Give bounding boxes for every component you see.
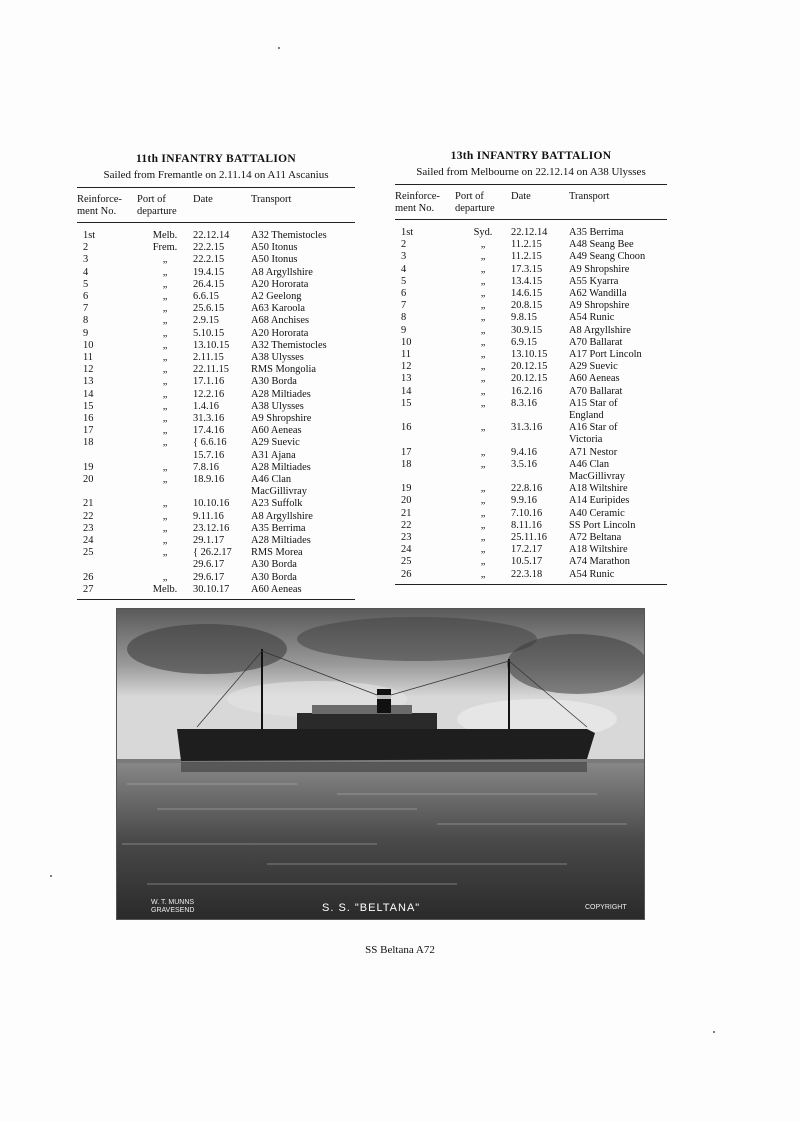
transport-cell: A50 Itonus <box>251 254 298 266</box>
port-of-departure-cell: „ <box>480 385 486 397</box>
table-row <box>77 352 355 364</box>
divider <box>395 584 667 585</box>
port-of-departure-cell: „ <box>480 397 486 409</box>
left-table-header <box>77 188 355 222</box>
reinforcement-number-cell: 15 <box>83 400 94 412</box>
table-row <box>77 511 355 523</box>
reinforcement-number-cell: 26 <box>401 568 412 580</box>
transport-cell: A9 Shropshire <box>569 300 630 312</box>
table-row <box>395 520 667 532</box>
date-cell: 20.12.15 <box>511 361 548 373</box>
port-of-departure-cell: „ <box>480 300 486 312</box>
transport-cell: A35 Berrima <box>569 227 624 238</box>
port-of-departure-cell: „ <box>480 361 486 373</box>
port-of-departure-cell: „ <box>480 544 486 556</box>
port-of-departure-cell: Melb. <box>152 583 178 595</box>
table-row <box>77 254 355 266</box>
transport-cell: A46 Clan MacGillivray <box>251 474 307 498</box>
date-cell: 22.12.14 <box>193 230 230 241</box>
port-of-departure-cell: „ <box>162 315 168 327</box>
reinforcement-number-cell: 2 <box>401 239 407 251</box>
table-row <box>395 361 667 373</box>
reinforcement-number-cell: 18 <box>83 437 94 449</box>
date-cell: 1.4.16 <box>193 400 219 412</box>
table-row <box>395 349 667 361</box>
reinforcement-number-cell: 8 <box>401 312 407 324</box>
date-cell: 26.4.15 <box>193 278 225 290</box>
transport-cell: A55 Kyarra <box>569 275 619 287</box>
photographer-credit: W. T. MUNNS GRAVESEND <box>151 899 195 914</box>
port-of-departure-cell: „ <box>162 522 168 534</box>
table-row <box>77 303 355 315</box>
ship-photograph <box>116 608 645 920</box>
table-row <box>77 523 355 535</box>
reinforcement-number-cell: 16 <box>83 413 94 425</box>
port-of-departure-cell: „ <box>162 571 168 583</box>
table-row <box>77 364 355 376</box>
port-of-departure-cell: „ <box>162 437 168 449</box>
transport-cell: A8 Argyllshire <box>569 324 631 336</box>
transport-cell: A20 Hororata <box>251 327 309 339</box>
transport-cell: A29 Suevic <box>569 361 618 373</box>
ship-image <box>117 609 644 919</box>
transport-cell: A38 Ulysses <box>251 400 304 412</box>
date-cell: 17.1.16 <box>193 376 225 388</box>
table-row <box>77 267 355 279</box>
port-of-departure-cell: Melb. <box>152 230 178 241</box>
table-row <box>77 291 355 303</box>
reinforcement-number-cell: 21 <box>83 498 94 510</box>
reinforcement-number-cell: 9 <box>401 324 407 336</box>
divider <box>77 599 355 600</box>
port-of-departure-cell: „ <box>480 532 486 544</box>
port-of-departure-cell: „ <box>162 547 168 559</box>
reinforcement-number-cell: 18 <box>401 458 412 470</box>
date-cell: 22.11.15 <box>193 364 229 376</box>
date-cell: 7.8.16 <box>193 461 219 473</box>
date-cell: 2.9.15 <box>193 315 219 327</box>
reinforcement-number-cell: 9 <box>83 327 89 339</box>
transport-cell: RMS Morea A30 Borda <box>251 547 303 571</box>
transport-cell: A30 Borda <box>251 571 297 583</box>
transport-cell: A14 Euripides <box>569 495 630 507</box>
table-row <box>395 532 667 544</box>
header-date: Date <box>511 191 531 202</box>
date-cell: 17.3.15 <box>511 263 543 275</box>
port-of-departure-cell: „ <box>480 336 486 348</box>
port-of-departure-cell: „ <box>480 458 486 470</box>
table-row <box>395 495 667 507</box>
date-cell: 30.9.15 <box>511 324 543 336</box>
transport-cell: A16 Star of Victoria <box>569 422 618 446</box>
reinforcement-number-cell: 21 <box>401 507 412 519</box>
header-port: Port of departure <box>137 194 177 217</box>
port-of-departure-cell: „ <box>162 388 168 400</box>
table-row <box>395 386 667 398</box>
table-row <box>395 239 667 251</box>
table-row <box>395 251 667 263</box>
table-row <box>395 300 667 312</box>
port-of-departure-cell: „ <box>162 413 168 425</box>
transport-cell: A68 Anchises <box>251 315 310 327</box>
date-cell: 9.8.15 <box>511 312 537 324</box>
reinforcement-number-cell: 11 <box>401 349 412 361</box>
reinforcement-number-cell: 16 <box>401 422 412 434</box>
reinforcement-number-cell: 22 <box>83 510 94 522</box>
port-of-departure-cell: „ <box>480 483 486 495</box>
date-cell: 20.12.15 <box>511 373 548 385</box>
table-row <box>77 340 355 352</box>
table-row <box>395 337 667 349</box>
table-row <box>77 584 355 596</box>
date-cell: 13.4.15 <box>511 275 543 287</box>
date-cell: 29.6.17 <box>193 571 225 583</box>
reinforcement-number-cell: 1st <box>401 227 414 238</box>
date-cell: 18.9.16 <box>193 474 225 486</box>
table-row <box>77 279 355 291</box>
transport-cell: A29 Suevic A31 Ajana <box>251 437 300 461</box>
reinforcement-number-cell: 3 <box>83 254 89 266</box>
table-row <box>77 315 355 327</box>
transport-cell: RMS Mongolia <box>251 364 316 376</box>
port-of-departure-cell: „ <box>480 519 486 531</box>
transport-cell: A32 Themistocles <box>251 339 327 351</box>
transport-cell: A28 Miltiades <box>251 461 311 473</box>
port-of-departure-cell: „ <box>480 446 486 458</box>
reinforcement-number-cell: 15 <box>401 397 412 409</box>
date-cell: 5.10.15 <box>193 327 225 339</box>
table-row <box>77 498 355 510</box>
date-cell: 29.1.17 <box>193 535 225 547</box>
date-cell: 11.2.15 <box>511 239 542 251</box>
transport-cell: A32 Themistocles <box>251 230 327 241</box>
reinforcement-number-cell: 20 <box>401 495 412 507</box>
date-cell: 8.11.16 <box>511 519 542 531</box>
transport-cell: A2 Geelong <box>251 291 302 303</box>
port-of-departure-cell: „ <box>480 288 486 300</box>
reinforcement-number-cell: 11 <box>83 352 94 364</box>
reinforcement-number-cell: 22 <box>401 519 412 531</box>
date-cell: 19.4.15 <box>193 266 225 278</box>
reinforcement-number-cell: 13 <box>401 373 412 385</box>
port-of-departure-cell: „ <box>480 263 486 275</box>
transport-cell: A54 Runic <box>569 568 615 580</box>
transport-cell: A60 Aeneas <box>251 425 302 437</box>
header-transport: Transport <box>251 194 292 205</box>
reinforcement-number-cell: 24 <box>401 544 412 556</box>
reinforcement-number-cell: 26 <box>83 571 94 583</box>
date-cell: 17.2.17 <box>511 544 543 556</box>
date-cell: 25.11.16 <box>511 532 547 544</box>
date-cell: 25.6.15 <box>193 303 225 315</box>
port-of-departure-cell: „ <box>480 251 486 263</box>
header-port: Port of departure <box>455 191 495 214</box>
reinforcement-number-cell: 25 <box>401 556 412 568</box>
date-cell: 6.9.15 <box>511 336 537 348</box>
table-row <box>77 437 355 461</box>
transport-cell: A35 Berrima <box>251 522 306 534</box>
date-cell: 30.10.17 <box>193 583 230 595</box>
port-of-departure-cell: „ <box>480 312 486 324</box>
date-cell: 10.10.16 <box>193 498 230 510</box>
reinforcement-number-cell: 12 <box>83 364 94 376</box>
port-of-departure-cell: „ <box>162 498 168 510</box>
table-row <box>395 508 667 520</box>
reinforcement-number-cell: 4 <box>83 266 89 278</box>
copyright-mark: COPYRIGHT <box>585 904 627 911</box>
transport-cell: A18 Wiltshire <box>569 483 628 495</box>
transport-cell: A50 Itonus <box>251 242 298 254</box>
reinforcement-number-cell: 14 <box>401 385 412 397</box>
reinforcement-number-cell: 23 <box>401 532 412 544</box>
table-row <box>395 422 667 446</box>
port-of-departure-cell: „ <box>162 376 168 388</box>
transport-cell: A46 Clan MacGillivray <box>569 458 625 483</box>
header-reinforcement: Reinforce- ment No. <box>77 194 122 217</box>
table-row <box>395 569 667 581</box>
header-transport: Transport <box>569 191 610 202</box>
table-row <box>395 276 667 288</box>
port-of-departure-cell: „ <box>162 303 168 315</box>
transport-cell: A38 Ulysses <box>251 352 304 364</box>
transport-cell: A74 Marathon <box>569 556 630 568</box>
port-of-departure-cell: „ <box>480 239 486 251</box>
port-of-departure-cell: „ <box>162 339 168 351</box>
table-row <box>395 483 667 495</box>
transport-cell: A70 Ballarat <box>569 336 623 348</box>
port-of-departure-cell: „ <box>162 352 168 364</box>
reinforcement-number-cell: 19 <box>83 461 94 473</box>
table-row <box>395 398 667 422</box>
table-row <box>77 474 355 498</box>
right-table-subtitle: Sailed from Melbourne on 22.12.14 on A38 Ulysses <box>416 166 646 178</box>
date-cell: 31.3.16 <box>193 413 225 425</box>
date-cell: 9.9.16 <box>511 495 537 507</box>
table-row <box>77 572 355 584</box>
table-row <box>395 227 667 239</box>
date-cell: 6.6.15 <box>193 291 219 303</box>
date-cell: 22.2.15 <box>193 254 225 266</box>
left-table <box>77 153 355 600</box>
port-of-departure-cell: „ <box>162 364 168 376</box>
reinforcement-number-cell: 17 <box>83 425 94 437</box>
date-cell: 9.11.16 <box>193 510 224 522</box>
port-of-departure-cell: „ <box>480 495 486 507</box>
transport-cell: A70 Ballarat <box>569 385 623 397</box>
port-of-departure-cell: Frem. <box>152 242 178 254</box>
reinforcement-number-cell: 7 <box>401 300 407 312</box>
date-cell: 10.5.17 <box>511 556 543 568</box>
port-of-departure-cell: „ <box>162 254 168 266</box>
port-of-departure-cell: „ <box>162 425 168 437</box>
date-cell: 17.4.16 <box>193 425 225 437</box>
table-row <box>77 328 355 340</box>
date-cell: 2.11.15 <box>193 352 224 364</box>
date-cell: 22.2.15 <box>193 242 225 254</box>
speck <box>713 1031 715 1033</box>
left-table-rows <box>77 223 355 599</box>
table-row <box>77 242 355 254</box>
transport-cell: A30 Borda <box>251 376 297 388</box>
right-table-header <box>395 185 667 219</box>
transport-cell: A62 Wandilla <box>569 288 627 300</box>
date-cell: 13.10.15 <box>193 339 230 351</box>
port-of-departure-cell: „ <box>162 266 168 278</box>
port-of-departure-cell: „ <box>480 275 486 287</box>
port-of-departure-cell: Syd. <box>473 227 493 238</box>
right-table-rows <box>395 220 667 584</box>
reinforcement-number-cell: 25 <box>83 547 94 559</box>
port-of-departure-cell: „ <box>480 349 486 361</box>
port-of-departure-cell: „ <box>480 324 486 336</box>
transport-cell: A15 Star of England <box>569 397 618 422</box>
table-row <box>77 230 355 242</box>
date-cell: 13.10.15 <box>511 349 548 361</box>
reinforcement-number-cell: 19 <box>401 483 412 495</box>
left-table-title: 11th INFANTRY BATTALION <box>135 153 297 165</box>
port-of-departure-cell: „ <box>162 291 168 303</box>
table-row <box>395 264 667 276</box>
header-reinforcement: Reinforce- ment No. <box>395 191 440 214</box>
port-of-departure-cell: „ <box>162 278 168 290</box>
transport-cell: A23 Suffolk <box>251 498 303 510</box>
transport-cell: A60 Aeneas <box>569 373 620 385</box>
reinforcement-number-cell: 2 <box>83 242 89 254</box>
transport-cell: A28 Miltiades <box>251 388 311 400</box>
port-of-departure-cell: „ <box>480 507 486 519</box>
transport-cell: A8 Argyllshire <box>251 266 313 278</box>
left-table-subtitle: Sailed from Fremantle on 2.11.14 on A11 Ascanius <box>103 169 329 181</box>
speck <box>50 875 52 877</box>
date-cell: 8.3.16 <box>511 397 537 409</box>
date-cell: { 26.2.17 29.6.17 <box>193 547 232 571</box>
port-of-departure-cell: „ <box>480 568 486 580</box>
date-cell: 23.12.16 <box>193 522 230 534</box>
table-row <box>77 401 355 413</box>
port-of-departure-cell: „ <box>162 327 168 339</box>
reinforcement-number-cell: 5 <box>83 278 89 290</box>
transport-cell: A9 Shropshire <box>251 413 312 425</box>
transport-cell: A17 Port Lincoln <box>569 349 642 361</box>
transport-cell: A71 Nestor <box>569 446 618 458</box>
port-of-departure-cell: „ <box>162 535 168 547</box>
right-table <box>395 150 667 585</box>
reinforcement-number-cell: 7 <box>83 303 89 315</box>
reinforcement-number-cell: 1st <box>83 230 96 241</box>
date-cell: 3.5.16 <box>511 458 537 470</box>
port-of-departure-cell: „ <box>162 510 168 522</box>
reinforcement-number-cell: 5 <box>401 275 407 287</box>
transport-cell: A60 Aeneas <box>251 583 302 595</box>
date-cell: 11.2.15 <box>511 251 542 263</box>
table-row <box>395 312 667 324</box>
reinforcement-number-cell: 6 <box>83 291 89 303</box>
header-date: Date <box>193 194 213 205</box>
transport-cell: A72 Beltana <box>569 532 622 544</box>
transport-cell: A63 Karoola <box>251 303 305 315</box>
table-row <box>395 373 667 385</box>
table-row <box>395 447 667 459</box>
date-cell: 16.2.16 <box>511 385 543 397</box>
date-cell: 14.6.15 <box>511 288 543 300</box>
date-cell: 20.8.15 <box>511 300 543 312</box>
reinforcement-number-cell: 20 <box>83 474 94 486</box>
table-row <box>77 389 355 401</box>
reinforcement-number-cell: 4 <box>401 263 407 275</box>
table-row <box>77 425 355 437</box>
transport-cell: A40 Ceramic <box>569 507 625 519</box>
table-row <box>395 556 667 568</box>
table-row <box>395 544 667 556</box>
reinforcement-number-cell: 17 <box>401 446 412 458</box>
date-cell: 9.4.16 <box>511 446 537 458</box>
transport-cell: A8 Argyllshire <box>251 510 313 522</box>
reinforcement-number-cell: 14 <box>83 388 94 400</box>
reinforcement-number-cell: 3 <box>401 251 407 263</box>
transport-cell: A20 Hororata <box>251 278 309 290</box>
port-of-departure-cell: „ <box>162 461 168 473</box>
transport-cell: A49 Seang Choon <box>569 251 646 263</box>
transport-cell: A48 Seang Bee <box>569 239 634 251</box>
table-row <box>395 325 667 337</box>
table-row <box>77 376 355 388</box>
reinforcement-number-cell: 12 <box>401 361 412 373</box>
speck <box>278 47 280 49</box>
reinforcement-number-cell: 24 <box>83 535 94 547</box>
transport-cell: A9 Shropshire <box>569 263 630 275</box>
table-row <box>395 459 667 483</box>
reinforcement-number-cell: 13 <box>83 376 94 388</box>
date-cell: 22.8.16 <box>511 483 543 495</box>
date-cell: 22.3.18 <box>511 568 543 580</box>
port-of-departure-cell: „ <box>162 400 168 412</box>
port-of-departure-cell: „ <box>480 556 486 568</box>
table-row <box>77 535 355 547</box>
port-of-departure-cell: „ <box>480 422 486 434</box>
table-row <box>77 413 355 425</box>
page-caption: SS Beltana A72 <box>365 944 435 956</box>
reinforcement-number-cell: 27 <box>83 583 94 595</box>
date-cell: 12.2.16 <box>193 388 225 400</box>
reinforcement-number-cell: 10 <box>401 336 412 348</box>
table-row <box>77 547 355 571</box>
transport-cell: A54 Runic <box>569 312 615 324</box>
transport-cell: SS Port Lincoln <box>569 519 636 531</box>
port-of-departure-cell: „ <box>480 373 486 385</box>
reinforcement-number-cell: 23 <box>83 522 94 534</box>
date-cell: 7.10.16 <box>511 507 543 519</box>
right-table-title: 13th INFANTRY BATTALION <box>450 150 612 162</box>
transport-cell: A28 Miltiades <box>251 535 311 547</box>
transport-cell: A18 Wiltshire <box>569 544 628 556</box>
reinforcement-number-cell: 8 <box>83 315 89 327</box>
table-row <box>77 462 355 474</box>
date-cell: 31.3.16 <box>511 422 543 434</box>
reinforcement-number-cell: 6 <box>401 288 407 300</box>
date-cell: { 6.6.16 15.7.16 <box>193 437 227 461</box>
date-cell: 22.12.14 <box>511 227 548 238</box>
reinforcement-number-cell: 10 <box>83 339 94 351</box>
table-row <box>395 288 667 300</box>
port-of-departure-cell: „ <box>162 474 168 486</box>
photo-caption: S. S. "BELTANA" <box>322 902 421 914</box>
